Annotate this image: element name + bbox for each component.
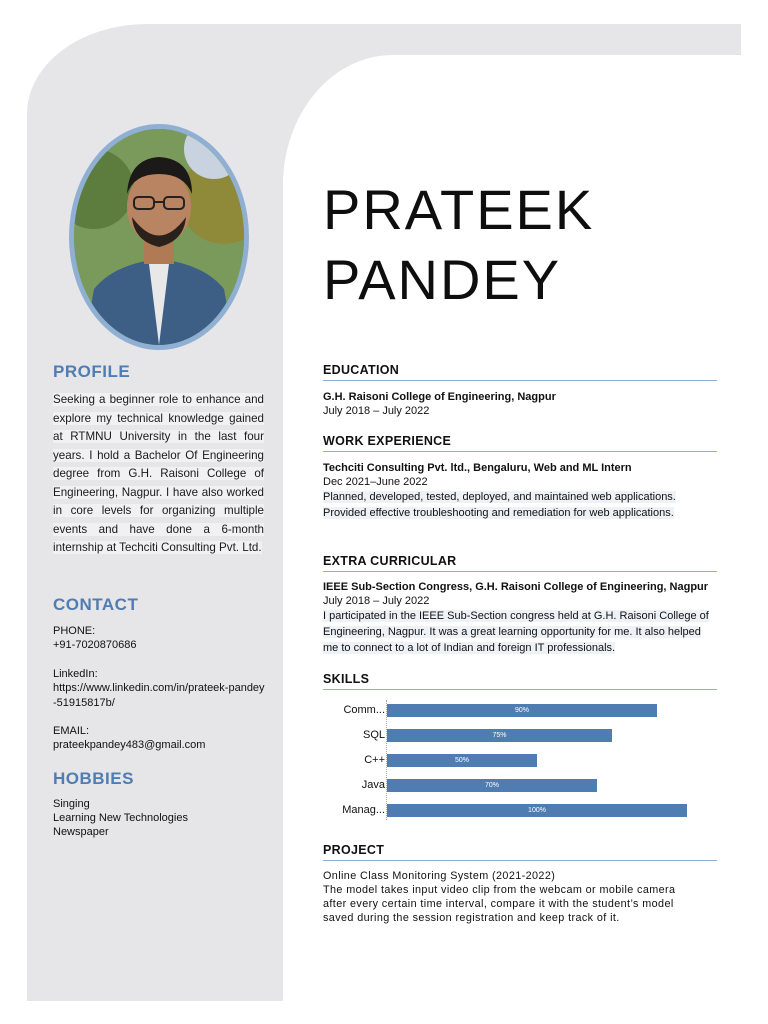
hobby-item: Singing xyxy=(53,798,90,810)
project-heading: PROJECT xyxy=(323,843,717,861)
skill-track xyxy=(387,704,717,717)
skill-row xyxy=(323,727,723,743)
linkedin-label: LinkedIn: xyxy=(53,668,98,680)
profile-text xyxy=(53,391,264,558)
education-heading: EDUCATION xyxy=(323,363,717,381)
skill-bar: 50% xyxy=(387,754,537,767)
skill-bar: 100% xyxy=(387,804,687,817)
extra-title: IEEE Sub-Section Congress, G.H. Raisoni College of Engineering, Nagpur xyxy=(323,581,709,593)
skill-label: C++ xyxy=(364,754,385,766)
work-line-2-text: Provided effective troubleshooting and remediation for web applications. xyxy=(323,507,674,519)
email-label: EMAIL: xyxy=(53,725,90,737)
work-title: Techciti Consulting Pvt. ltd., Bengaluru, Web and ML Intern xyxy=(323,462,632,474)
hobby-item: Newspaper xyxy=(53,826,109,838)
hobbies-heading: HOBBIES xyxy=(53,769,134,788)
skill-label: Manag... xyxy=(342,804,385,816)
extra-line-3 xyxy=(323,640,723,656)
project-title: Online Class Monitoring System (2021-2022) xyxy=(323,870,556,882)
skill-row xyxy=(323,702,723,718)
skills-heading: SKILLS xyxy=(323,672,717,690)
extra-heading: EXTRA CURRICULAR xyxy=(323,554,717,572)
skill-label: Comm... xyxy=(343,704,385,716)
extra-line-2-text: Engineering, Nagpur. It was a great learning opportunity for me. It also helped xyxy=(323,626,701,638)
profile-text-content: Seeking a beginner role to enhance and explore my technical knowledge gained at RTMNU University in the last four years. I hold a Bachelor Of Engineering degree from G.H. Raisoni College of Engineering, Nagpur. I have also worked in core levels for organizing multiple events and have done a 6-month internship at Techciti Consulting Pvt. Ltd. xyxy=(53,393,264,554)
education-dates: July 2018 – July 2022 xyxy=(323,405,430,417)
project-line-2: after every certain time interval, compare it with the student’s model xyxy=(323,898,674,910)
skill-label: SQL xyxy=(362,729,385,741)
skill-row xyxy=(323,777,723,793)
project-description xyxy=(323,869,723,925)
contact-heading: CONTACT xyxy=(53,595,139,614)
person-name xyxy=(323,175,594,315)
skill-row xyxy=(323,752,723,768)
profile-photo xyxy=(69,124,249,350)
skill-track xyxy=(387,804,717,817)
education-school: G.H. Raisoni College of Engineering, Nagpur xyxy=(323,391,556,403)
extra-line-1-text: I participated in the IEEE Sub-Section congress held at G.H. Raisoni College of xyxy=(323,610,709,622)
skill-bar: 75% xyxy=(387,729,612,742)
extra-line-2 xyxy=(323,624,723,640)
project-line-1: The model takes input video clip from the webcam or mobile camera xyxy=(323,884,676,896)
hobby-item: Learning New Technologies xyxy=(53,812,188,824)
first-name: PRATEEK xyxy=(323,178,595,241)
work-line-1 xyxy=(323,489,723,505)
work-dates: Dec 2021–June 2022 xyxy=(323,476,428,488)
extra-dates: July 2018 – July 2022 xyxy=(323,595,430,607)
linkedin-link[interactable]: https://www.linkedin.com/in/prateek-pandey-51915817b/ xyxy=(53,682,265,709)
work-line-1-text: Planned, developed, tested, deployed, and maintained web applications. xyxy=(323,491,676,503)
phone-label: PHONE: xyxy=(53,625,96,637)
extra-line-3-text: me to connect to a lot of Indian and foreign IT professionals. xyxy=(323,642,616,654)
phone-value: +91-7020870686 xyxy=(53,639,137,651)
portrait-illustration xyxy=(74,129,244,345)
project-line-3: saved during the session registration and keep track of it. xyxy=(323,912,620,924)
last-name: PANDEY xyxy=(323,248,562,311)
profile-heading: PROFILE xyxy=(53,362,131,381)
skill-row xyxy=(323,802,723,818)
skill-bar: 90% xyxy=(387,704,657,717)
skill-track xyxy=(387,779,717,792)
skill-bar: 70% xyxy=(387,779,597,792)
email-value[interactable]: prateekpandey483@gmail.com xyxy=(53,739,206,751)
work-heading: WORK EXPERIENCE xyxy=(323,434,717,452)
skill-label: Java xyxy=(361,779,385,791)
extra-line-1 xyxy=(323,608,723,624)
work-line-2 xyxy=(323,505,723,521)
skill-track xyxy=(387,754,717,767)
skill-track xyxy=(387,729,717,742)
